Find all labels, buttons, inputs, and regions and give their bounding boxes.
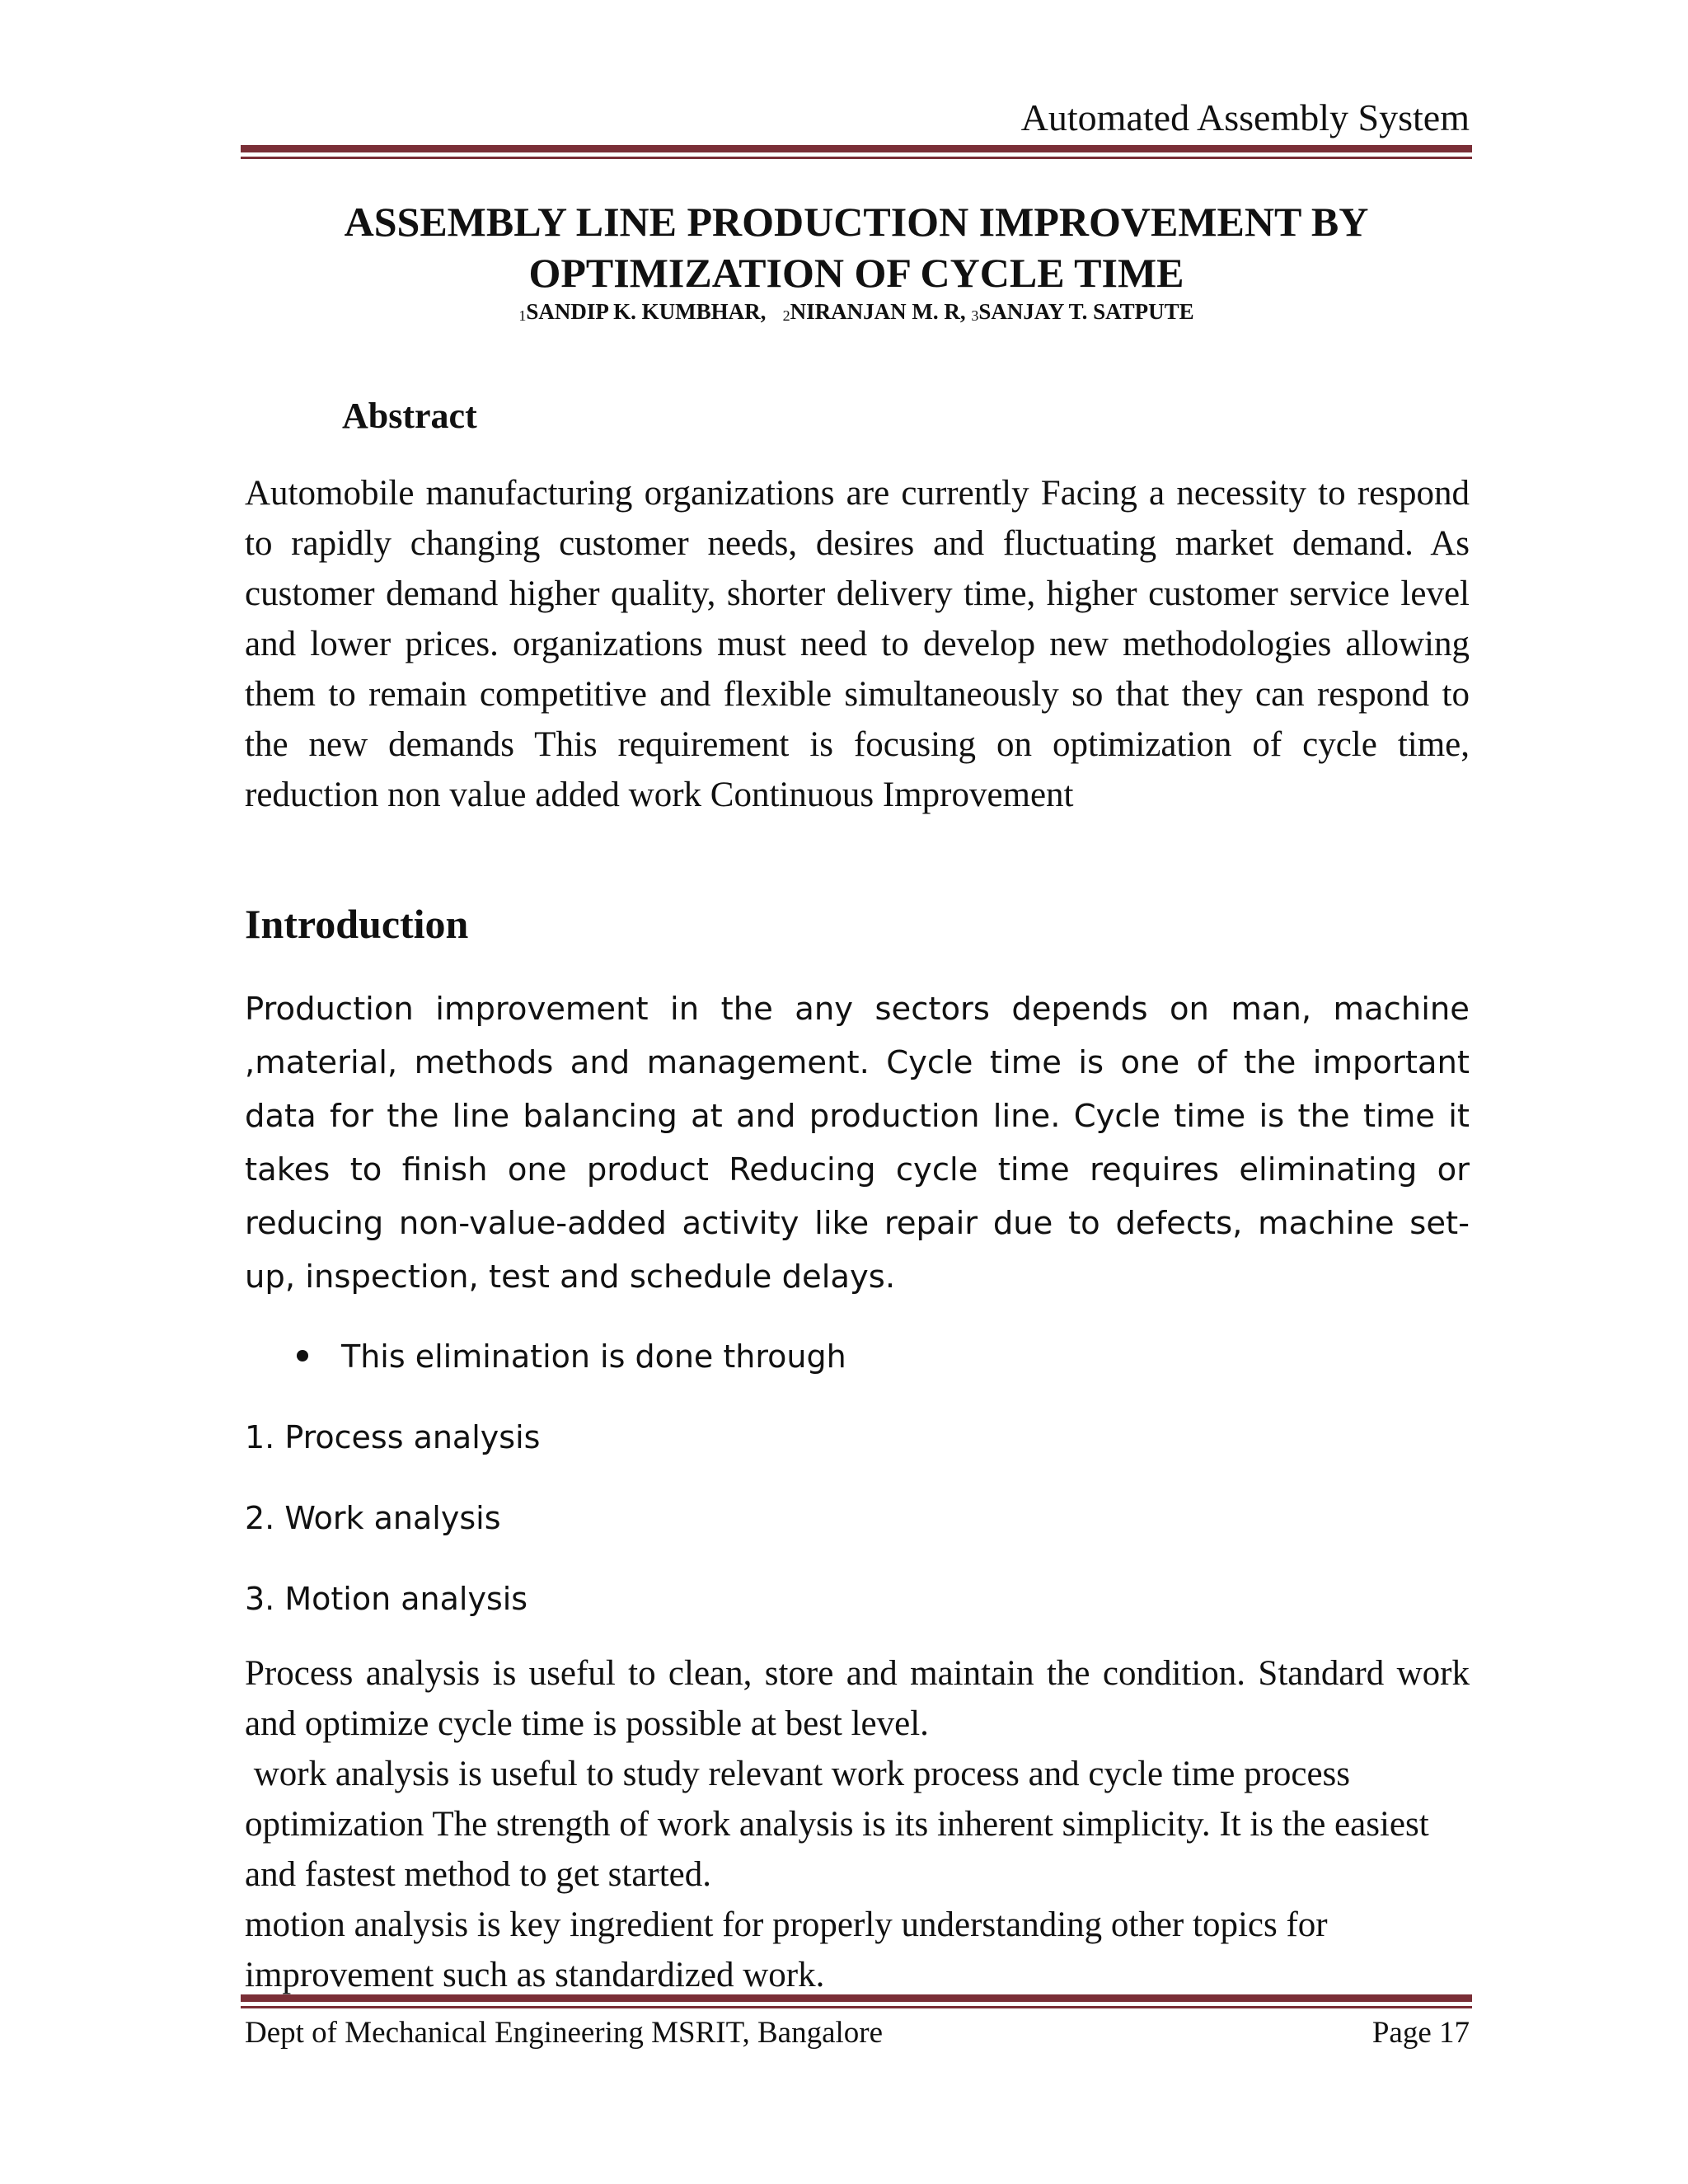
numbered-item-process: 1. Process analysis	[245, 1419, 541, 1455]
numbered-item-work: 2. Work analysis	[245, 1500, 501, 1536]
bullet-text: This elimination is done through	[341, 1338, 846, 1375]
introduction-heading: Introduction	[245, 901, 469, 947]
motion-analysis-paragraph: motion analysis is key ingredient for properly understanding other topics for improvement such as standardized work.	[245, 1905, 1328, 1994]
footer-rule-thick	[241, 1994, 1472, 2002]
abstract-heading: Abstract	[342, 396, 477, 436]
bullet-dot-icon	[297, 1350, 308, 1361]
author-index: 1	[518, 307, 527, 324]
footer-page-number: Page 17	[1372, 2016, 1470, 2050]
running-header: Automated Assembly System	[1020, 96, 1470, 138]
author-list	[241, 297, 1472, 330]
numbered-item-motion: 3. Motion analysis	[245, 1581, 528, 1617]
author-name: SANDIP K. KUMBHAR,	[526, 299, 767, 324]
author-index: 2	[782, 307, 790, 324]
footer-department: Dept of Mechanical Engineering MSRIT, Bangalore	[245, 2016, 884, 2050]
author-name: NIRANJAN M. R,	[790, 299, 966, 324]
header-rule-thin	[241, 157, 1472, 159]
paper-title	[241, 196, 1472, 298]
title-line-1: ASSEMBLY LINE PRODUCTION IMPROVEMENT BY	[344, 199, 1369, 245]
title-line-2: OPTIMIZATION OF CYCLE TIME	[528, 250, 1184, 296]
author-index: 3	[971, 307, 979, 324]
process-analysis-paragraph: Process analysis is useful to clean, store and maintain the condition. Standard work and optimize cycle time is possible at best level.	[245, 1654, 1470, 1743]
header-rule-thick	[241, 145, 1472, 152]
work-analysis-paragraph: work analysis is useful to study relevant work process and cycle time process optimization The strength of work analysis is its inherent simplicity. It is the easiest and fastest method to get started.	[245, 1755, 1438, 1894]
abstract-body: Automobile manufacturing organizations are currently Facing a necessity to respond to rapidly changing customer needs, desires and fluctuating market demand. As customer demand higher quality, shorter delivery time, higher customer service level and lower prices. organizations must need to develop new methodologies allowing them to remain competitive and flexible simultaneously so that they can respond to the new demands This requirement is focusing on optimization of cycle time, reduction non value added work Continuous Improvement	[245, 474, 1470, 814]
author-name: SANJAY T. SATPUTE	[978, 299, 1194, 324]
analysis-section	[245, 1648, 1470, 2000]
introduction-body: Production improvement in the any sectors depends on man, machine ,material, methods and management. Cycle time is one of the important data for the line balancing at and production line. Cycle time is the time it takes to finish one product Reducing cycle time requires eliminating or reducing non-value-added activity like repair due to defects, machine set-up, inspection, test and schedule delays.	[245, 991, 1470, 1296]
footer-rule-thin	[241, 2006, 1472, 2008]
bullet-item	[297, 1332, 846, 1381]
